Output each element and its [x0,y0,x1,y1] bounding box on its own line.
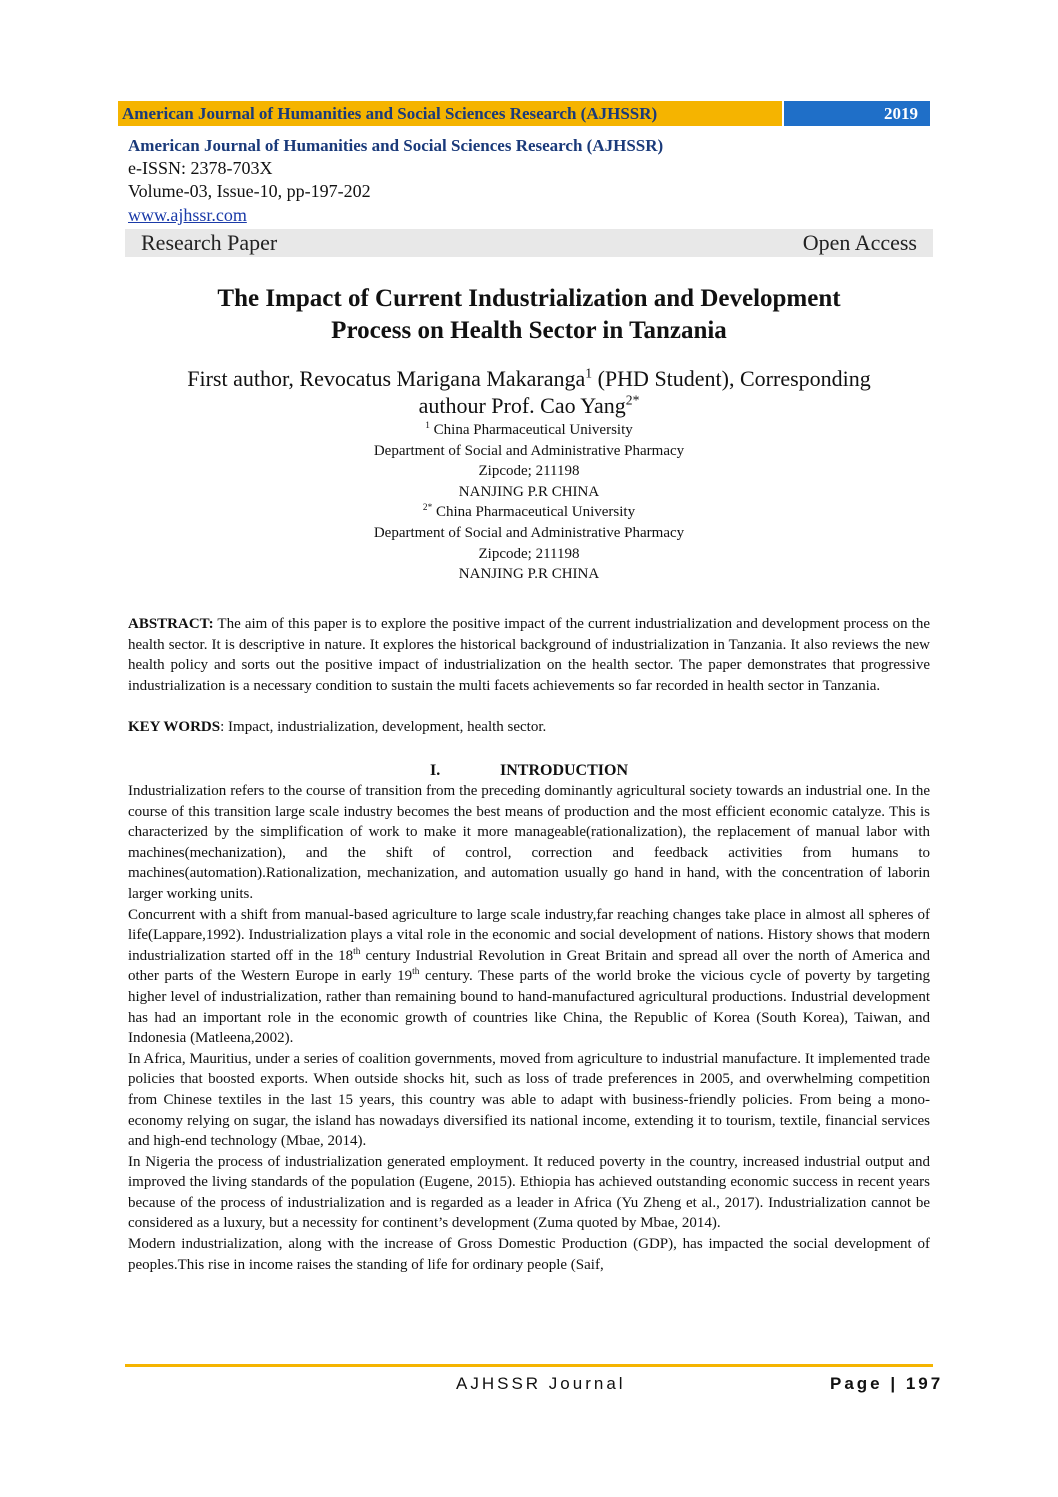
authors-line-2 [120,392,938,419]
paragraph-3: In Africa, Mauritius, under a series of coalition governments, moved from agriculture to industrial manufacture. It implemented trade policies that boosted exports. When outside shocks hit, such as loss of trade preferences in 2005, and overwhelming competition from Chinese textiles in the last 15 years, this country was able to adapt with business-friendly policies. From being a mono-economy relying on sugar, the island has nowadays diversified its national income, extending it to tourism, textile, financial services and high-end technology (Mbae, 2014). [128,1050,930,1150]
author-2-sup: 2* [625,392,640,408]
abstract [128,614,930,696]
journal-header-bar [118,101,930,126]
author-1-role: (PHD Student), Corresponding [592,366,871,391]
journal-header-title: American Journal of Humanities and Social Sciences Research (AJHSSR) [118,101,782,126]
section-heading [128,760,930,782]
superscript-th-2: th [412,967,420,978]
affiliation-1-city: NANJING P.R CHINA [458,483,600,500]
author-1-sup: 1 [585,365,593,381]
author-1: First author, Revocatus Marigana Makaranga [187,366,586,391]
paper-type-bar [125,229,933,257]
affiliation-1-sup: 1 [425,421,430,431]
access-type: Open Access [802,230,917,255]
journal-name: American Journal of Humanities and Social Sciences Research (AJHSSR) [128,136,664,155]
abstract-label: ABSTRACT: [128,616,214,632]
footer-page-number: Page | 197 [830,1374,944,1393]
affiliation-1-university: $^1$ China Pharmaceutical University [425,421,633,438]
paper-title [120,283,938,347]
section-number: I. [429,762,441,779]
keywords-label: KEY WORDS [128,719,221,735]
section-title: INTRODUCTION [499,762,628,779]
paragraph-5: Modern industrialization, along with the increase of Gross Domestic Production (GDP), has impacted the social development of peoples.This rise in income raises the standing of life for ordinary people (Saif, [128,1236,930,1273]
affiliation-2-zip: Zipcode; 211198 [478,545,580,562]
journal-url-link[interactable]: www.ajhssr.com [128,205,247,225]
footer-journal: AJHSSR Journal [456,1374,626,1393]
title-line-2: Process on Health Sector in Tanzania [331,317,727,344]
issn: e-ISSN: 2378-703X [128,158,273,178]
keywords-text: : Impact, industrialization, development, health sector. [220,719,547,735]
paragraph-2: Concurrent with a shift from manual-based agriculture to large scale industry,far reaching changes take place in almost all spheres of life(Lappare,1992). Industrialization plays a vital role in the economic and social development of nations. History shows that modern industrialization started off in the 18th century Industrial Revolution in Great Britain and spread all over the north of America and other parts of the Western Europe in early 19th century. These parts of the world broke the vicious cycle of poverty by targeting higher level of industrialization, rather than remaining bound to hand-manufactured agricultural productions. Industrial development has had an important role in the economic growth of countries like China, the Republic of Korea (South Korea), Taiwan, and Indonesia (Matleena,2002). [128,906,931,1047]
paper-type: Research Paper [141,230,278,255]
authors [120,365,938,419]
keywords [128,717,930,738]
affiliations [120,420,938,585]
footer-divider [125,1364,933,1367]
affiliation-2-university: $^{2*}$ China Pharmaceutical University [422,503,636,521]
affiliation-2-department: Department of Social and Administrative Pharmacy [373,524,685,541]
paragraph-1: Industrialization refers to the course of transition from the preceding dominantly agricultural society towards an industrial one. In the course of this transition large scale industry becomes the best means of production and the most efficient economic catalyze. This is characterized by the simplification of work to make it more manageable(rationalization), the replacement of manual labor with machines(mechanization), and the shift of control, correction and feedback activities from humans to machines(automation).Rationalization, mechanization, and automation usually go hand in hand, with the concentration of laborin larger working units. [128,783,930,902]
superscript-th-1: th [353,946,361,957]
authors-line-1 [120,365,938,392]
journal-header-year: 2019 [784,101,930,126]
affiliation-1-zip: Zipcode; 211198 [478,463,580,480]
paragraph-4: In Nigeria the process of industrialization generated employment. It reduced poverty in the country, increased industrial output and improved the living standards of the population (Eugene, 2015). Ethiopia has achieved outstanding economic success in recent years because of the process of industrialization and is regarded as a leader in Africa (Yu Zheng et al., 2017). Industrialization cannot be considered as a luxury, but a necessity for continent’s development (Zuma quoted by Mbae, 2014). [128,1153,930,1232]
affiliation-2-sup: 2* [422,503,433,514]
title-line-1: The Impact of Current Industrialization and Development [217,285,841,312]
abstract-text: The aim of this paper is to explore the positive impact of the current industrialization and development process on the health sector. It is descriptive in nature. It explores the historical background of industrialization in Tanzania. It also reviews the new health policy and sorts out the positive impact of industrialization on the health sector. The paper demonstrates that progressive industrialization is a necessary condition to sustain the multi facets achievements so far recorded in health sector in Tanzania. [128,616,930,694]
introduction-body [128,781,930,1275]
author-2: authour Prof. Cao Yang [418,393,626,418]
affiliation-2-city: NANJING P.R CHINA [458,566,600,583]
affiliation-1-department: Department of Social and Administrative Pharmacy [373,442,685,459]
volume-info: Volume-03, Issue-10, pp-197-202 [128,181,371,201]
